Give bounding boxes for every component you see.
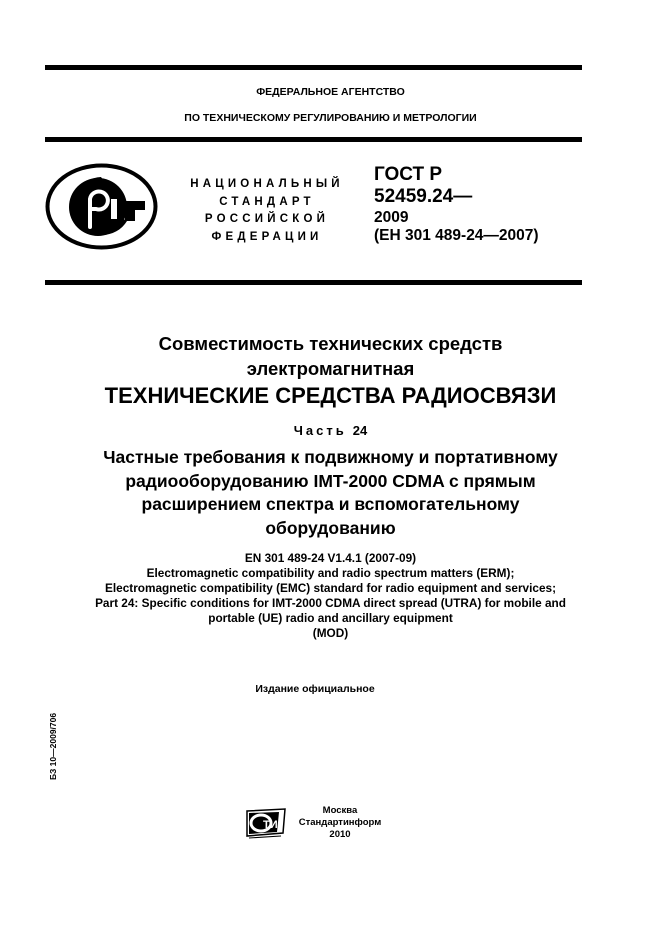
standard-designation: [374, 164, 539, 245]
side-code: БЗ 10—2009/706: [48, 712, 58, 780]
designation-line-4: (ЕН 301 489-24—2007): [374, 227, 539, 245]
nat-line-1: НАЦИОНАЛЬНЫЙ: [190, 178, 344, 190]
subtitle-line-4: оборудованию: [265, 517, 396, 538]
designation-rule: [45, 280, 582, 285]
main-title: ТЕХНИЧЕСКИЕ СРЕДСТВА РАДИОСВЯЗИ: [104, 383, 557, 408]
subtitle-line-2: радиооборудованию IMT-2000 CDMA с прямым: [125, 470, 536, 491]
designation-line-1: ГОСТ Р: [374, 164, 443, 185]
designation-line-3: 2009: [374, 208, 409, 226]
header-rule: [45, 137, 582, 142]
agency-line-2: ПО ТЕХНИЧЕСКОМУ РЕГУЛИРОВАНИЮ И МЕТРОЛОГИИ: [184, 112, 477, 124]
en-line-4: Part 24: Specific conditions for IMT-2000 CDMA direct spread (UTRA) for mobile and: [95, 596, 566, 610]
subtitle-line-3: расширением спектра и вспомогательному: [141, 494, 520, 514]
svg-text:ТИ: ТИ: [263, 819, 278, 831]
nat-line-2: СТАНДАРТ: [219, 195, 315, 208]
subtitle-block: [0, 446, 661, 540]
nat-line-3: РОССИЙСКОЙ: [204, 213, 330, 225]
en-line-1: EN 301 489-24 V1.4.1 (2007-09): [244, 551, 417, 565]
publisher-city: Москва: [322, 805, 358, 816]
edition-label: Издание официальное: [255, 683, 375, 695]
title-block: [0, 331, 661, 381]
publisher-text: [295, 805, 385, 841]
en-line-3: Electromagnetic compatibility (EMC) standard for radio equipment and services;: [105, 581, 556, 595]
en-line-6: (MOD): [312, 626, 349, 640]
agency-line-1: ФЕДЕРАЛЬНОЕ АГЕНТСТВО: [256, 86, 405, 98]
national-standard-label: [174, 176, 360, 246]
part-number: 24: [352, 423, 368, 438]
title-line-2: электромагнитная: [246, 358, 415, 379]
publisher-year: 2010: [329, 829, 351, 840]
en-line-5: portable (UE) radio and ancillary equipment: [208, 611, 453, 625]
gost-r-logo-icon: [45, 163, 158, 250]
publisher-name: Стандартинформ: [298, 817, 382, 828]
designation-line-2: 52459.24—: [374, 186, 473, 208]
subtitle-line-1: Частные требования к подвижному и портативному: [103, 447, 558, 467]
top-rule: [45, 65, 582, 70]
nat-line-4: ФЕДЕРАЦИИ: [211, 230, 323, 243]
part-label: Часть: [293, 423, 347, 438]
title-line-1: Совместимость технических средств: [158, 333, 503, 354]
part-heading: [0, 423, 661, 438]
standartinform-logo-icon: [245, 807, 287, 840]
en-reference: [0, 551, 661, 641]
en-line-2: Electromagnetic compatibility and radio spectrum matters (ERM);: [146, 566, 515, 580]
